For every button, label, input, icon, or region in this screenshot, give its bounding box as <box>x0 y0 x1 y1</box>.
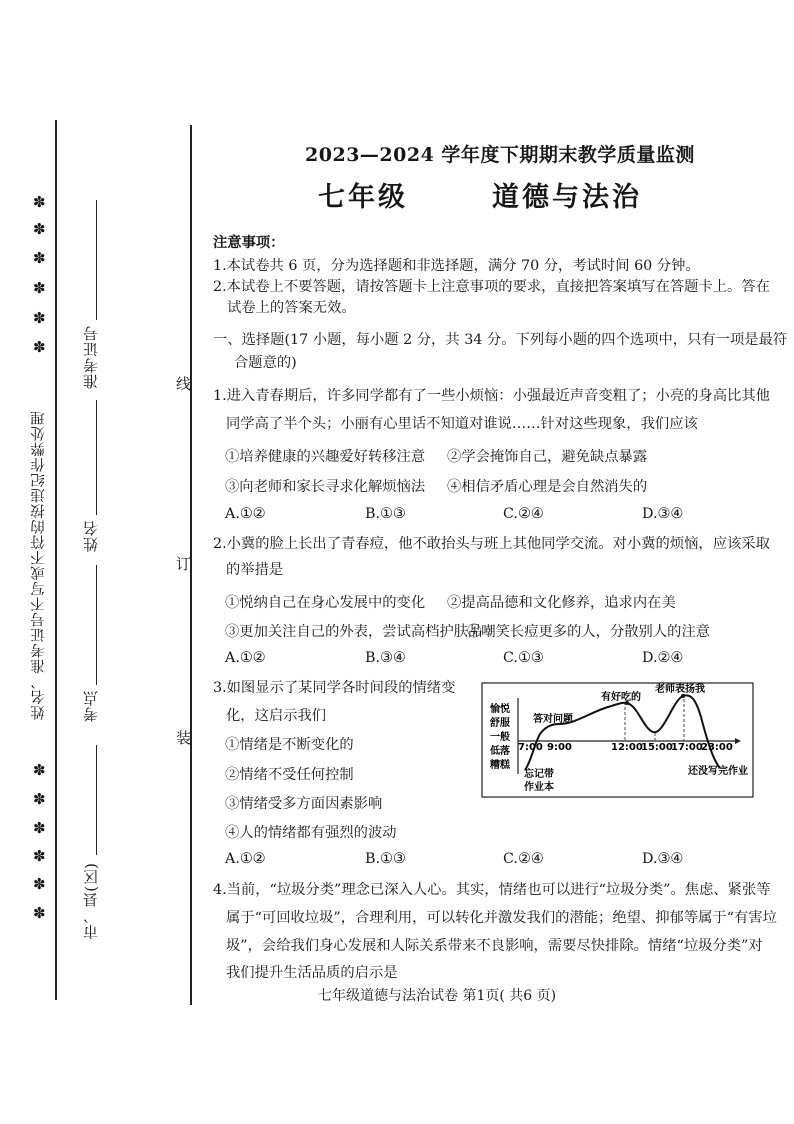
statement: ④人的情绪都有强烈的波动 <box>225 825 397 841</box>
exam-site-fill-line[interactable] <box>96 565 97 685</box>
question-3-stem: 3.如图显示了某同学各时间段的情绪变 <box>213 680 456 696</box>
x-tick: 23:00 <box>701 742 733 753</box>
grade-title: 七年级 <box>318 182 408 213</box>
star-icon: ✽ <box>33 904 46 922</box>
statement: ②情绪不受任何控制 <box>225 767 354 783</box>
option-a[interactable]: A.①② <box>225 650 266 666</box>
question-2-stem: 的举措是 <box>226 562 284 578</box>
question-3-stem: 化，这启示我们 <box>226 708 327 724</box>
question-2-stem: 2.小冀的脸上长出了青春痘，他不敢抬头与班上其他同学交流。对小冀的烦恼，应该采取 <box>213 536 770 552</box>
y-label-1: 愉悦 <box>490 704 510 715</box>
x-tick: 15:00 <box>641 742 673 753</box>
option-c[interactable]: C.②④ <box>503 506 544 522</box>
binding-warning: 姓名、准考证号不写或不符的按违纪作弊处理 <box>31 410 47 720</box>
star-icon: ✽ <box>33 220 46 238</box>
statement: ③更加关注自己的外表，尝试高档护肤品 <box>225 624 483 640</box>
star-icon: ✽ <box>33 338 46 356</box>
statement: ①培养健康的兴趣爱好转移注意 <box>225 449 426 465</box>
option-d[interactable]: D.③④ <box>642 506 684 522</box>
option-a[interactable]: A.①② <box>225 506 266 522</box>
statement: ④嘲笑长痘更多的人，分散别人的注意 <box>467 624 711 640</box>
star-icon: ✽ <box>33 309 46 327</box>
option-c[interactable]: C.②④ <box>503 851 544 867</box>
subject-title: 道德与法治 <box>492 182 642 213</box>
star-icon: ✽ <box>33 875 46 893</box>
question-1-stem: 同学高了半个头；小丽有心里话不知道对谁说……针对这些现象，我们应该 <box>226 416 698 432</box>
statement: ①情绪是不断变化的 <box>225 737 354 753</box>
x-tick: 9:00 <box>547 742 572 753</box>
question-4-stem: 属于“可回收垃圾”，合理利用，可以转化并激发我们的潜能；绝望、抑郁等属于“有害垃 <box>226 910 777 926</box>
event-label: 作业本 <box>524 782 554 793</box>
statement: ①悦纳自己在身心发展中的变化 <box>225 595 426 611</box>
name-fill-line[interactable] <box>96 400 97 515</box>
question-4-stem: 我们提升生活品质的启示是 <box>226 965 398 981</box>
section-heading: 一、选择题(17 小题，每小题 2 分，共 34 分。下列每小题的四个选项中，只有一项是最符 <box>213 332 788 348</box>
notes-heading: 注意事项： <box>213 235 285 251</box>
event-label: 老师表扬我 <box>655 684 705 695</box>
binding-outer-line <box>55 120 57 1000</box>
binding-char-xian: 线 <box>176 375 192 393</box>
binding-char-ding: 订 <box>176 555 192 573</box>
page-footer: 七年级道德与法治试卷 第1页( 共6 页) <box>318 988 557 1004</box>
section-heading-cont: 合题意的) <box>234 355 297 371</box>
x-tick: 12:00 <box>611 742 643 753</box>
statement: ③情绪受多方面因素影响 <box>225 796 383 812</box>
county-fill-line[interactable] <box>96 745 97 855</box>
question-1-stem: 1.进入青春期后，许多同学都有了一些小烦恼：小强最近声音变粗了；小亮的身高比其他 <box>213 388 770 404</box>
statement: ④相信矛盾心理是会自然消失的 <box>447 479 648 495</box>
statement: ②提高品德和文化修养，追求内在美 <box>447 595 676 611</box>
exam-site-label: 考点 <box>82 690 100 722</box>
question-4-stem: 圾”，会给我们身心发展和人际关系带来不良影响，需要尽快排除。情绪“垃圾分类”对 <box>226 938 763 954</box>
emotion-curve <box>525 695 720 770</box>
question-4-stem: 4.当前，“垃圾分类”理念已深入人心。其实，情绪也可以进行“垃圾分类”。焦虑、紧张等 <box>213 882 771 898</box>
option-b[interactable]: B.①③ <box>365 851 406 867</box>
x-axis-arrow-icon <box>735 738 741 744</box>
event-label: 还没写完作业 <box>688 766 748 777</box>
star-icon: ✽ <box>33 193 46 211</box>
star-icon: ✽ <box>33 819 46 837</box>
y-label-3: 一般 <box>490 732 510 743</box>
county-label: 市、县(区) <box>82 862 100 940</box>
exam-id-label: 准考证号 <box>82 325 100 389</box>
star-icon: ✽ <box>33 279 46 297</box>
option-b[interactable]: B.①③ <box>365 506 406 522</box>
option-d[interactable]: D.③④ <box>642 851 684 867</box>
option-d[interactable]: D.②④ <box>642 650 684 666</box>
notes-item: 试卷上的答案无效。 <box>227 300 356 316</box>
star-icon: ✽ <box>33 761 46 779</box>
x-tick: 7:00 <box>518 742 543 753</box>
exam-id-fill-line[interactable] <box>96 200 97 320</box>
statement: ③向老师和家长寻求化解烦恼法 <box>225 479 426 495</box>
emotion-chart <box>481 682 754 798</box>
star-icon: ✽ <box>33 249 46 267</box>
star-icon: ✽ <box>33 847 46 865</box>
option-c[interactable]: C.①③ <box>503 650 544 666</box>
exam-title: 2023—2024 学年度下期期末教学质量监测 <box>305 144 695 166</box>
notes-item: 2.本试卷上不要答题，请按答题卡上注意事项的要求，直接把答案填写在答题卡上。答在 <box>213 279 770 295</box>
y-label-2: 舒服 <box>490 718 510 729</box>
event-label: 答对问题 <box>533 714 573 725</box>
y-label-5: 糟糕 <box>490 760 510 771</box>
name-label: 姓名 <box>82 520 100 552</box>
option-b[interactable]: B.③④ <box>365 650 406 666</box>
event-label: 有好吃的 <box>601 692 641 703</box>
statement: ②学会掩饰自己，避免缺点暴露 <box>447 449 648 465</box>
y-label-4: 低落 <box>490 746 510 757</box>
x-tick: 17:00 <box>671 742 703 753</box>
option-a[interactable]: A.①② <box>225 851 266 867</box>
event-label: 忘记带 <box>524 769 554 780</box>
star-icon: ✽ <box>33 790 46 808</box>
binding-char-zhuang: 装 <box>176 729 192 747</box>
notes-item: 1.本试卷共 6 页，分为选择题和非选择题，满分 70 分，考试时间 60 分钟。 <box>213 258 700 274</box>
